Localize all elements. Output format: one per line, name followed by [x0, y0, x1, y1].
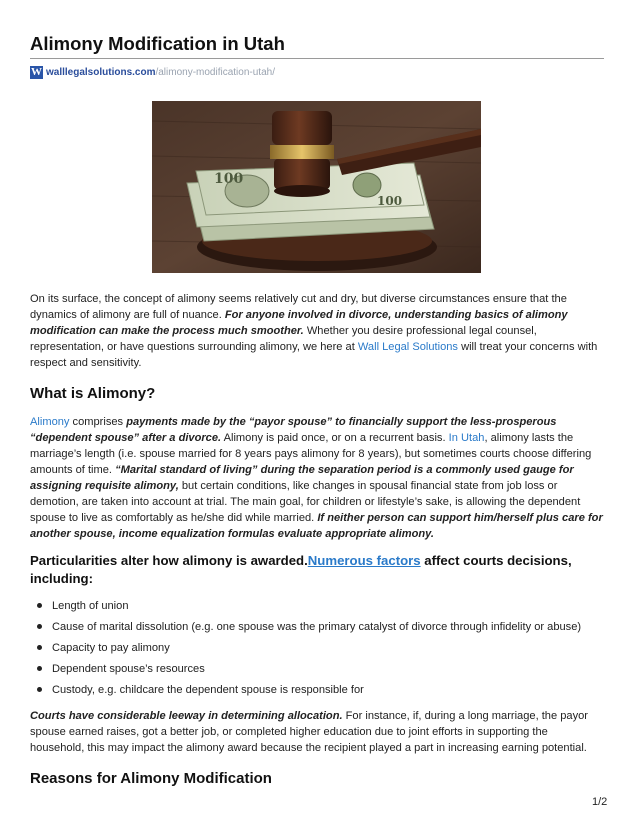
gavel-money-image — [152, 101, 481, 273]
factors-heading: Particularities alter how alimony is awarded.Numerous factors affect courts decisions, including: — [30, 553, 572, 586]
source-domain-link[interactable]: walllegalsolutions.com — [46, 67, 156, 78]
intro-paragraph: On its surface, the concept of alimony seems relatively cut and dry, but diverse circumstances ensure that the dynamics of alimony are full of nuance. For anyone involved in divorce, understanding basics of alimony modification can make the process much smoother. Whether you desire professional legal counsel, representation, or have questions surrounding alimony, we here at Wall Legal Solutions will treat your concerns with respect and sensitivity. — [30, 293, 598, 369]
factors-list — [30, 598, 604, 703]
list-item: Custody, e.g. childcare the dependent spouse is responsible for — [30, 682, 604, 703]
list-item: Length of union — [30, 598, 604, 619]
in-utah-link[interactable]: In Utah — [448, 432, 485, 444]
svg-text:100: 100 — [377, 194, 403, 208]
heading-what-is-alimony: What is Alimony? — [30, 385, 156, 402]
leeway-paragraph: Courts have considerable leeway in determining allocation. For instance, if, during a long marriage, the payor spouse earned raises, got a better job, or completed higher education due to joint efforts in supporting the household, this may impact the alimony award because the recipient played a part in increasing earning potential. — [30, 710, 588, 754]
page-title: Alimony Modification in Utah — [30, 33, 285, 54]
alimony-definition-paragraph: Alimony comprises payments made by the “payor spouse” to financially support the less-prosperous “dependent spouse” after a divorce. Alimony is paid once, or on a recurrent basis. In Utah, alimony lasts the marriage’s length (i.e. spouse married for 8 years pays alimony for 8 years), but sometimes courts choose differing amounts of time. “Marital standard of living” during the separation period is a commonly used gauge for assigning requisite alimony, but certain conditions, like changes in spousal financial state from job loss or demotion, are taken into account at trial. The main goal, for children or lifestyle’s sake, is allowing the dependent spouse to live as comfortably as he/she did while married. If neither person can support him/herself plus care for another spouse, income equalization formulas evaluate appropriate alimony. — [30, 416, 603, 540]
page-number: 1/2 — [592, 796, 608, 808]
title-divider — [30, 58, 604, 59]
site-logo-icon: W — [31, 66, 42, 78]
source-path: /alimony-modification-utah/ — [155, 67, 275, 78]
heading-reasons-for-modification: Reasons for Alimony Modification — [30, 770, 272, 787]
svg-text:100: 100 — [214, 171, 244, 187]
alimony-link[interactable]: Alimony — [30, 416, 70, 428]
numerous-factors-link[interactable]: Numerous factors — [307, 553, 421, 568]
list-item: Dependent spouse’s resources — [30, 661, 604, 682]
list-item: Cause of marital dissolution (e.g. one spouse was the primary catalyst of divorce through infidelity or abuse) — [30, 619, 604, 640]
wall-legal-solutions-link[interactable]: Wall Legal Solutions — [357, 341, 458, 353]
list-item: Capacity to pay alimony — [30, 640, 604, 661]
source-line — [30, 66, 275, 79]
